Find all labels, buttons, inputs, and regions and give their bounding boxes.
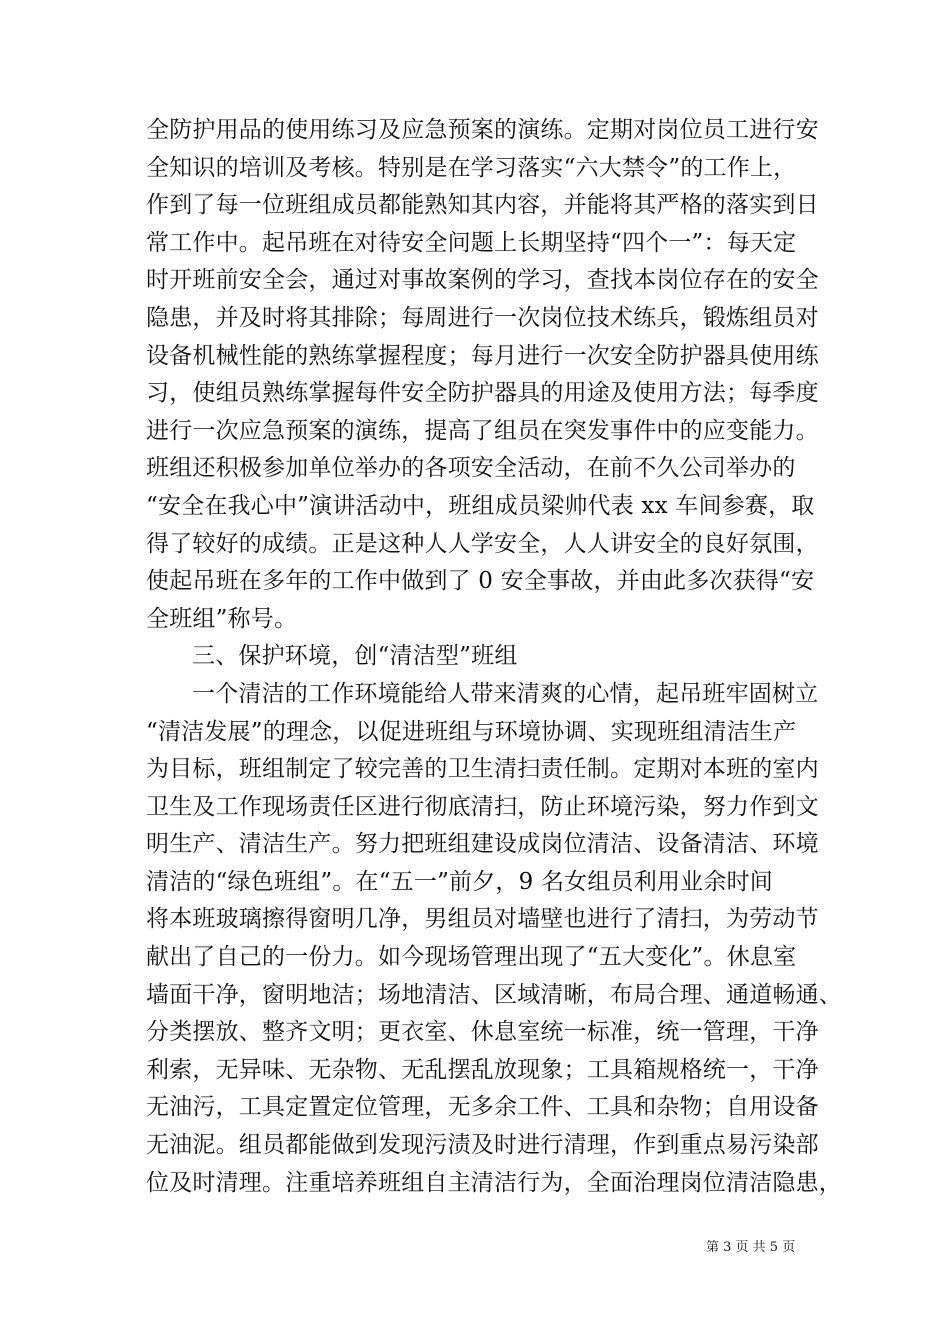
text-line: 使起吊班在多年的工作中做到了 0 安全事故，并由此多次获得“安 — [146, 568, 815, 595]
section-heading: 三、保护环境，创“清洁型”班组 — [192, 643, 518, 670]
text-line: 卫生及工作现场责任区进行彻底清扫，防止环境污染，努力作到文 — [146, 793, 819, 820]
text-line: 为目标，班组制定了较完善的卫生清扫责任制。定期对本班的室内 — [146, 756, 819, 783]
text-line: 分类摆放、整齐文明；更衣室、休息室统一标准，统一管理，干净 — [146, 1019, 819, 1046]
text-line: 时开班前安全会，通过对事故案例的学习，查找本岗位存在的安全 — [146, 267, 819, 294]
text-line: 将本班玻璃擦得窗明几净，男组员对墙壁也进行了清扫，为劳动节 — [146, 906, 819, 933]
text-line: 明生产、清洁生产。努力把班组建设成岗位清洁、设备清洁、环境 — [146, 831, 819, 858]
text-line: 位及时清理。注重培养班组自主清洁行为，全面治理岗位清洁隐患， — [146, 1169, 842, 1196]
text-line: 进行一次应急预案的演练，提高了组员在突发事件中的应变能力。 — [146, 417, 819, 444]
text-line: “安全在我心中”演讲活动中，班组成员梁帅代表 xx 车间参赛，取 — [146, 492, 815, 519]
text-line: 一个清洁的工作环境能给人带来清爽的心情，起吊班牢固树立 — [192, 680, 819, 707]
text-line: 全防护用品的使用练习及应急预案的演练。定期对岗位员工进行安 — [146, 117, 819, 143]
text-line: 隐患，并及时将其排除；每周进行一次岗位技术练兵，锻炼组员对 — [146, 304, 819, 331]
text-line: 墙面干净，窗明地洁；场地清洁、区域清晰，布局合理、通道畅通、 — [146, 981, 842, 1008]
text-line: 全班组”称号。 — [146, 605, 298, 632]
body-text — [146, 112, 842, 1202]
text-line: 献出了自己的一份力。如今现场管理出现了“五大变化”。休息室 — [146, 944, 797, 971]
text-line: 全知识的培训及考核。特别是在学习落实“六大禁令”的工作上， — [146, 154, 797, 181]
text-line: 清洁的“绿色班组”。在“五一”前夕，9 名女组员利用业余时间 — [146, 868, 773, 895]
text-line: “清洁发展”的理念，以促进班组与环境协调、实现班组清洁生产 — [146, 718, 797, 745]
text-line: 利索，无异味、无杂物、无乱摆乱放现象；工具箱规格统一，干净 — [146, 1056, 819, 1083]
text-line: 常工作中。起吊班在对待安全问题上长期坚持“四个一”：每天定 — [146, 229, 797, 256]
text-line: 作到了每一位班组成员都能熟知其内容，并能将其严格的落实到日 — [146, 192, 819, 219]
text-line: 得了较好的成绩。正是这种人人学安全，人人讲安全的良好氛围， — [146, 530, 819, 557]
text-line: 习，使组员熟练掌握每件安全防护器具的用途及使用方法；每季度 — [146, 380, 819, 407]
text-line: 设备机械性能的熟练掌握程度；每月进行一次安全防护器具使用练 — [146, 342, 819, 369]
text-line: 班组还积极参加单位举办的各项安全活动，在前不久公司举办的 — [146, 455, 796, 482]
page-number: 第 3 页 共 5 页 — [706, 1240, 796, 1255]
text-line: 无油污，工具定置定位管理，无多余工件、工具和杂物；自用设备 — [146, 1094, 819, 1121]
text-line: 无油泥。组员都能做到发现污渍及时进行清理，作到重点易污染部 — [146, 1132, 819, 1159]
